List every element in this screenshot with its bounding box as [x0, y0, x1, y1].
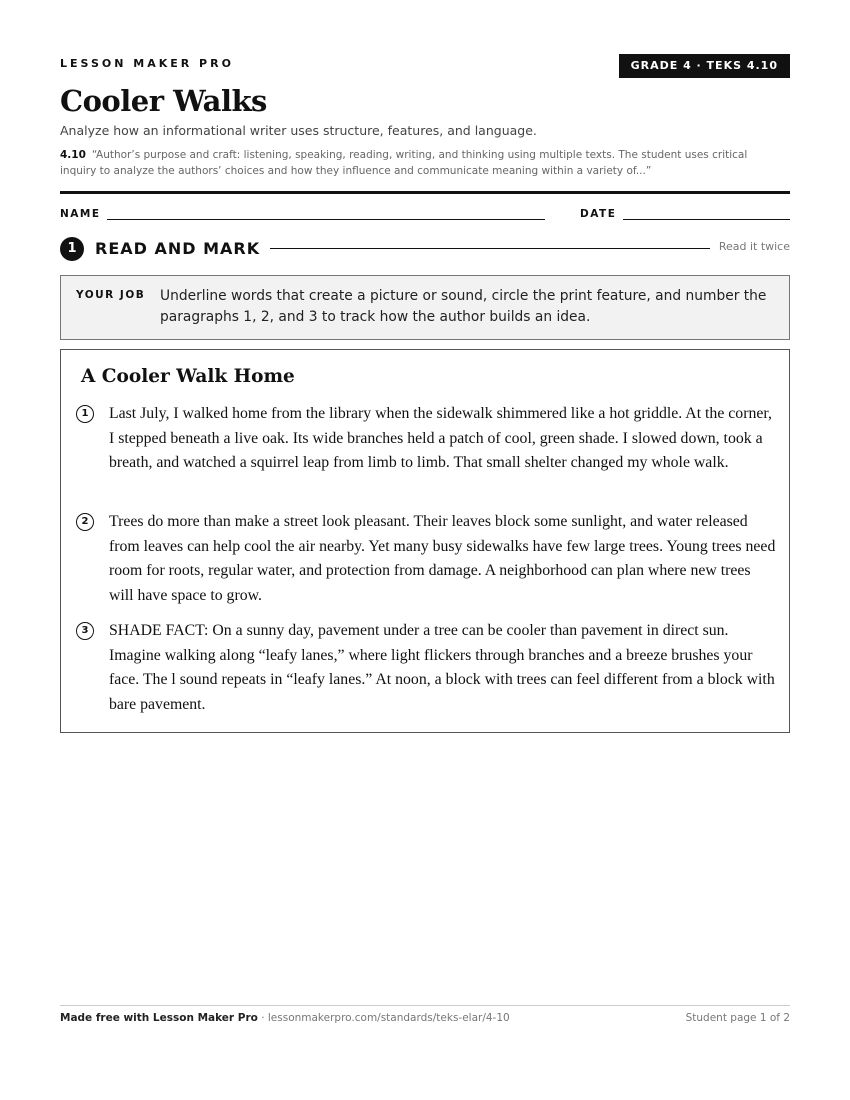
- standard-code: 4.10: [60, 149, 86, 161]
- page-title: Cooler Walks: [60, 84, 267, 118]
- page-indicator: Student page 1 of 2: [685, 1012, 790, 1024]
- instructions-box: [60, 275, 790, 340]
- paragraph-number-marker: 1: [76, 405, 94, 423]
- name-label: NAME: [60, 208, 101, 220]
- section-divider: [270, 248, 710, 249]
- header-divider: [60, 191, 790, 194]
- worksheet-page: [60, 0, 790, 1100]
- reading-passage: [60, 349, 790, 733]
- paragraph-3: [76, 619, 776, 717]
- footer-divider: [60, 1005, 790, 1006]
- paragraph-2: [76, 510, 776, 608]
- name-field[interactable]: [107, 219, 545, 220]
- paragraph-number-marker: 2: [76, 513, 94, 531]
- section-title: READ AND MARK: [95, 239, 261, 258]
- paragraph-text: Last July, I walked home from the library when the sidewalk shimmered like a hot griddle. At the corner, I stepped beneath a live oak. Its wide branches held a patch of cool, green shade. I slowed down, took a breath, and watched a squirrel leap from limb to limb. That small shelter changed my whole walk.: [109, 405, 772, 471]
- instructions-label: YOUR JOB: [76, 289, 146, 301]
- brand-name: LESSON MAKER PRO: [60, 57, 234, 70]
- standard-text: “Author’s purpose and craft: listening, speaking, reading, writing, and thinking using multiple texts. The student uses critical inquiry to analyze the authors’ choices and how they influence and communicate meaning within a variety of...”: [60, 149, 748, 177]
- instructions-text: Underline words that create a picture or sound, circle the print feature, and number the paragraphs 1, 2, and 3 to track how the author builds an idea.: [160, 288, 767, 325]
- passage-title: A Cooler Walk Home: [81, 366, 295, 387]
- section-note: Read it twice: [718, 240, 790, 253]
- page-subtitle: Analyze how an informational writer uses structure, features, and language.: [60, 123, 537, 138]
- paragraph-text: Trees do more than make a street look pleasant. Their leaves block some sunlight, and water released from leaves can help cool the air nearby. Yet many busy sidewalks have few large trees. Young trees need room for roots, regular water, and protection from damage. A neighborhood can plan where new trees will have space to grow.: [109, 513, 776, 604]
- paragraph-number-marker: 3: [76, 622, 94, 640]
- footer-separator: ·: [257, 1012, 268, 1024]
- section-number-badge: 1: [60, 237, 84, 261]
- footer-credit: [60, 1012, 510, 1024]
- grade-badge: GRADE 4 · TEKS 4.10: [619, 54, 790, 78]
- footer-maker: Made free with Lesson Maker Pro: [60, 1012, 258, 1024]
- paragraph-text: SHADE FACT: On a sunny day, pavement under a tree can be cooler than pavement in direct sun. Imagine walking along “leafy lanes,” where light flickers through branches and a breeze brushes your face. The l sound repeats in “leafy lanes.” At noon, a block with trees can feel different from a block with bare pavement.: [109, 622, 775, 713]
- date-field[interactable]: [623, 219, 790, 220]
- paragraph-1: [76, 402, 776, 476]
- footer-url: lessonmakerpro.com/standards/teks-elar/4-10: [267, 1012, 510, 1024]
- date-label: DATE: [580, 208, 617, 220]
- standard-description: [60, 147, 780, 179]
